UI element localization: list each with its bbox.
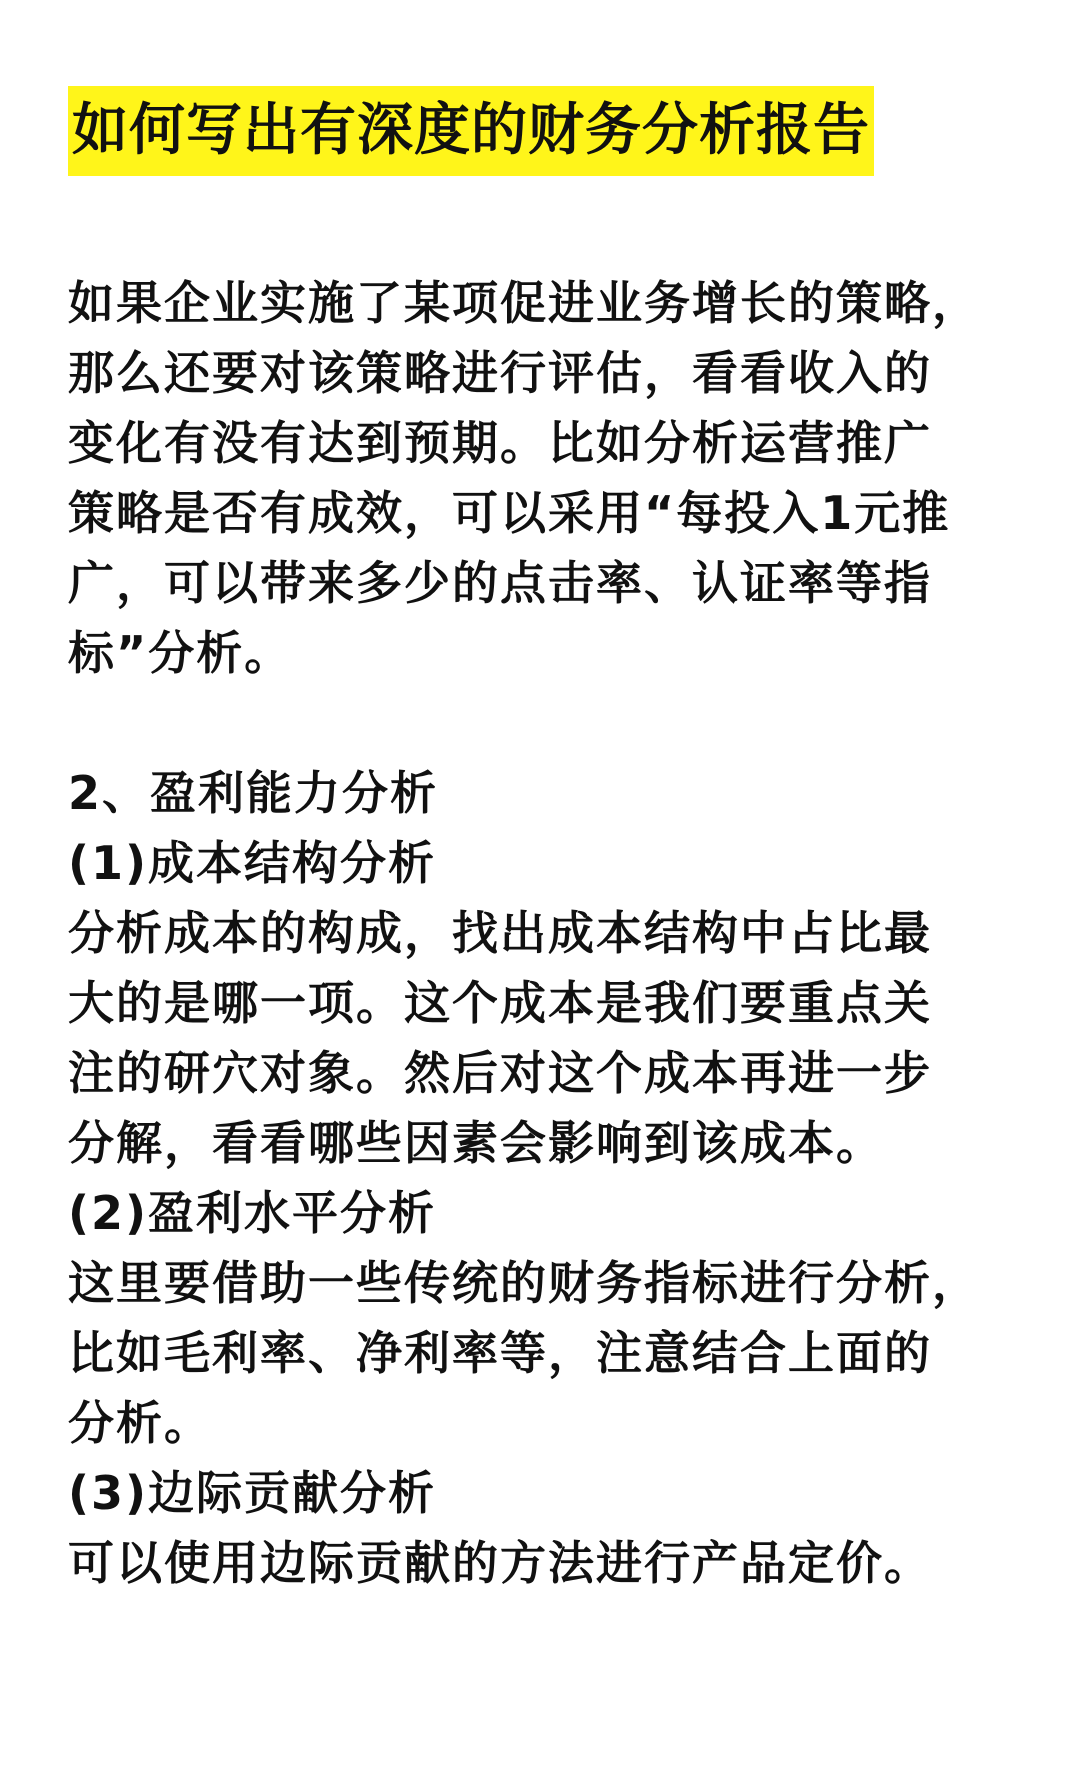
cost-structure-line-3: 注的研穴对象。然后对这个成本再进一步 bbox=[68, 1046, 932, 1100]
cost-structure-line-1: 分析成本的构成，找出成本结构中占比最 bbox=[68, 906, 932, 960]
profit-level-line-3: 分析。 bbox=[68, 1396, 212, 1450]
intro-line-5: 广，可以带来多少的点击率、认证率等指 bbox=[68, 556, 932, 610]
intro-line-3: 变化有没有达到预期。比如分析运营推广 bbox=[68, 416, 932, 470]
intro-line-1: 如果企业实施了某项促进业务增长的策略， bbox=[68, 276, 980, 330]
cost-structure-line-4: 分解，看看哪些因素会影响到该成本。 bbox=[68, 1116, 884, 1170]
subheading-marginal-contribution: (3)边际贡献分析 bbox=[68, 1466, 437, 1520]
page-title: 如何写出有深度的财务分析报告 bbox=[72, 98, 870, 163]
subheading-profit-level: (2)盈利水平分析 bbox=[68, 1186, 437, 1240]
intro-line-4: 策略是否有成效，可以采用“每投入1元推 bbox=[68, 486, 951, 540]
subheading-cost-structure: (1)成本结构分析 bbox=[68, 836, 437, 890]
section-heading-profitability: 2、盈利能力分析 bbox=[68, 766, 439, 820]
title-highlight bbox=[68, 86, 874, 176]
marginal-contribution-line-1: 可以使用边际贡献的方法进行产品定价。 bbox=[68, 1536, 932, 1590]
profit-level-line-2: 比如毛利率、净利率等，注意结合上面的 bbox=[68, 1326, 932, 1380]
intro-line-6: 标”分析。 bbox=[68, 626, 293, 680]
cost-structure-line-2: 大的是哪一项。这个成本是我们要重点关 bbox=[68, 976, 932, 1030]
profit-level-line-1: 这里要借助一些传统的财务指标进行分析， bbox=[68, 1256, 980, 1310]
intro-line-2: 那么还要对该策略进行评估，看看收入的 bbox=[68, 346, 932, 400]
